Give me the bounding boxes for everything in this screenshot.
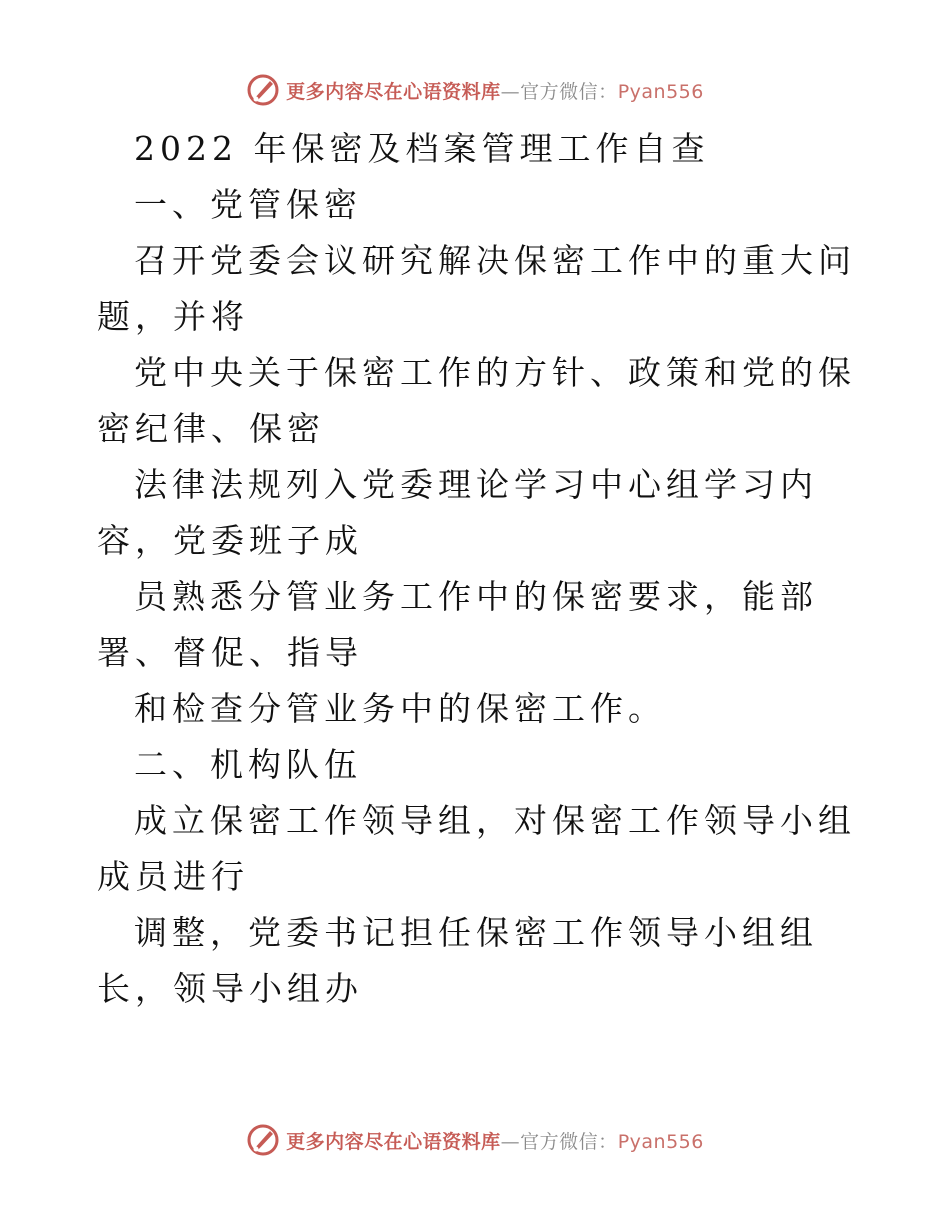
paragraph-line: 成立保密工作领导组，对保密工作领导小组成员进行 — [97, 801, 856, 896]
paragraph-line: 法律法规列入党委理论学习中心组学习内容，党委班子成 — [97, 465, 818, 560]
header-watermark — [0, 70, 950, 110]
watermark-dash: — — [500, 80, 521, 103]
paragraph-line: 党中央关于保密工作的方针、政策和党的保密纪律、保密 — [97, 353, 856, 448]
document-body — [97, 121, 857, 1017]
paragraph-line: 员熟悉分管业务工作中的保密要求，能部署、督促、指导 — [97, 577, 818, 672]
watermark-subtitle: 官方微信： — [520, 80, 618, 103]
watermark-wechat-id: Pyan556 — [617, 1130, 704, 1153]
watermark-brand: 更多内容尽在心语资料库 — [286, 1130, 501, 1153]
quill-seal-icon — [246, 73, 280, 107]
paragraph-line: 召开党委会议研究解决保密工作中的重大问题，并将 — [97, 241, 856, 336]
section-heading-2: 二、机构队伍 — [134, 745, 362, 784]
document-title: 2022 年保密及档案管理工作自查 — [134, 129, 710, 168]
quill-seal-icon — [246, 1123, 280, 1157]
watermark-wechat-id: Pyan556 — [617, 80, 704, 103]
section-heading-1: 一、党管保密 — [134, 185, 362, 224]
paragraph-line: 和检查分管业务中的保密工作。 — [134, 689, 666, 728]
watermark-dash: — — [500, 1130, 521, 1153]
watermark-text — [286, 1127, 704, 1154]
paragraph-line: 调整，党委书记担任保密工作领导小组组长，领导小组办 — [97, 913, 818, 1008]
watermark-subtitle: 官方微信： — [520, 1130, 618, 1153]
watermark-brand: 更多内容尽在心语资料库 — [286, 80, 501, 103]
watermark-text — [286, 77, 704, 104]
footer-watermark — [0, 1120, 950, 1160]
